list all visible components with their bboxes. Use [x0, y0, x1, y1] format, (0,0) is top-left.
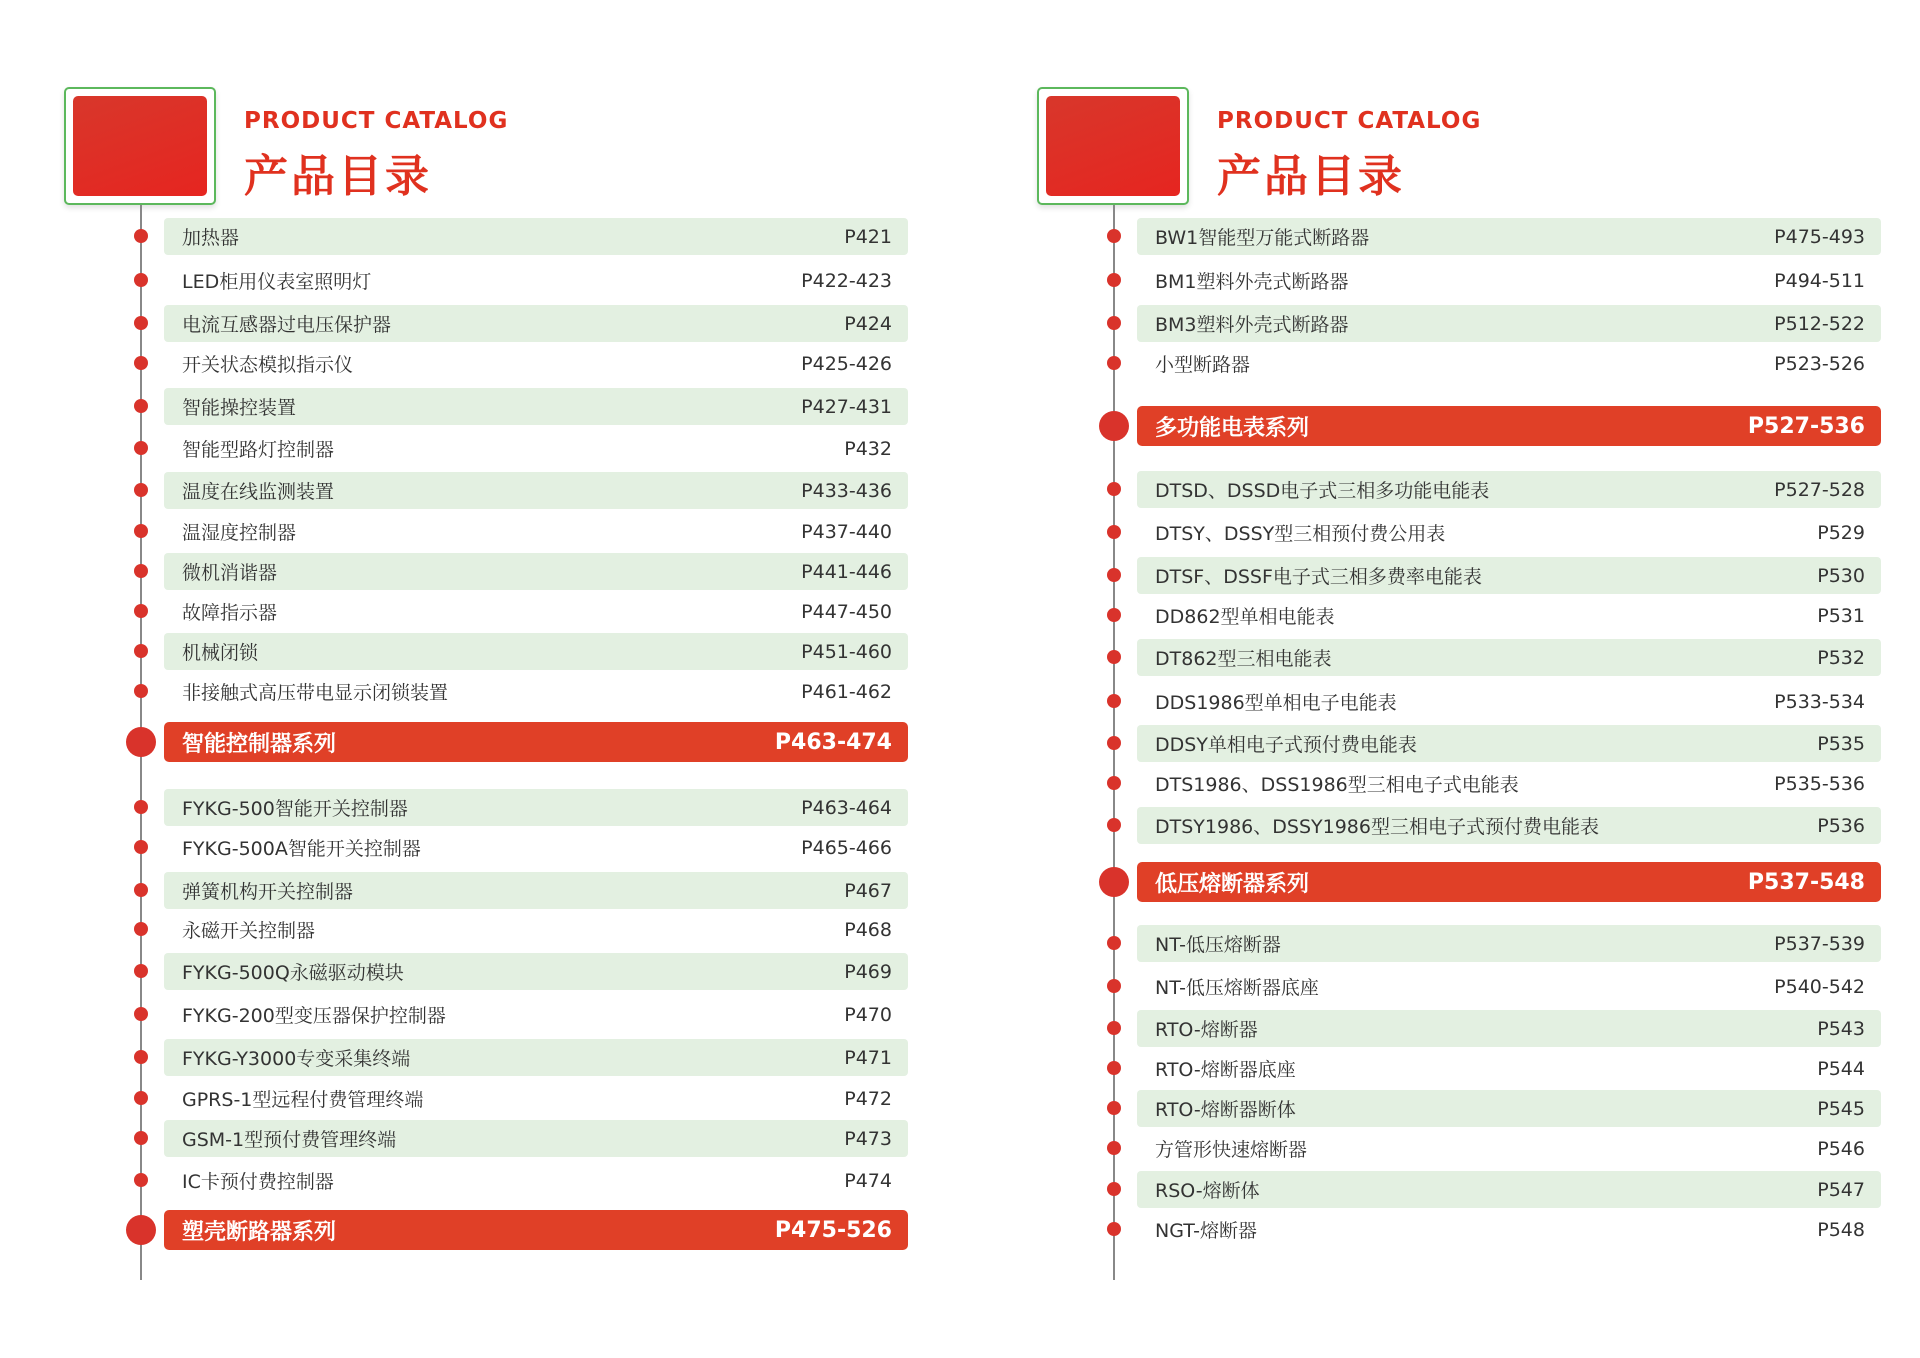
bullet-dot-icon	[1107, 356, 1121, 370]
item-name: 方管形快速熔断器	[1155, 1139, 1308, 1161]
catalog-item[interactable]	[164, 305, 908, 342]
item-page-number: P475-526	[774, 1217, 892, 1243]
item-page-number: P451-460	[801, 640, 892, 663]
item-page-number: P527-536	[1747, 413, 1865, 439]
item-page-number: P447-450	[801, 600, 892, 623]
item-name: 永磁开关控制器	[182, 920, 316, 942]
catalog-logo-block	[1037, 87, 1189, 205]
bullet-dot-icon	[1107, 776, 1121, 790]
bullet-dot-icon	[1107, 608, 1121, 622]
item-page-number: P425-426	[801, 352, 892, 375]
item-page-number: P543	[1817, 1017, 1865, 1040]
bullet-dot-icon	[1107, 650, 1121, 664]
item-name: NT-低压熔断器底座	[1155, 977, 1319, 999]
catalog-item[interactable]	[164, 1120, 908, 1157]
item-page-number: P529	[1817, 521, 1865, 544]
catalog-item[interactable]	[164, 388, 908, 425]
bullet-dot-icon	[134, 1007, 148, 1021]
item-page-number: P475-493	[1774, 225, 1865, 248]
bullet-dot-icon	[134, 483, 148, 497]
catalog-column-left	[62, 0, 982, 1358]
item-name: IC卡预付费控制器	[182, 1171, 334, 1193]
bullet-dot-icon	[1107, 482, 1121, 496]
item-page-number: P533-534	[1774, 690, 1865, 713]
catalog-item[interactable]	[1137, 807, 1881, 844]
item-page-number: P421	[844, 225, 892, 248]
item-page-number: P437-440	[801, 520, 892, 543]
catalog-item[interactable]	[164, 262, 908, 299]
bullet-dot-icon	[1107, 525, 1121, 539]
section-dot-icon	[126, 1215, 156, 1245]
bullet-dot-icon	[1107, 818, 1121, 832]
item-page-number: P463-474	[774, 729, 892, 755]
item-page-number: P544	[1817, 1057, 1865, 1080]
item-page-number: P433-436	[801, 479, 892, 502]
item-name: FYKG-500Q永磁驱动模块	[182, 962, 404, 984]
item-page-number: P472	[844, 1087, 892, 1110]
bullet-dot-icon	[134, 564, 148, 578]
item-name: NGT-熔断器	[1155, 1220, 1257, 1242]
catalog-section-header[interactable]	[164, 722, 908, 762]
catalog-item[interactable]	[1137, 262, 1881, 299]
catalog-item[interactable]	[164, 218, 908, 255]
catalog-item[interactable]	[164, 1162, 908, 1199]
bullet-dot-icon	[134, 800, 148, 814]
item-name: FYKG-500A智能开关控制器	[182, 838, 421, 860]
bullet-dot-icon	[134, 922, 148, 936]
catalog-item[interactable]	[164, 593, 908, 630]
catalog-item[interactable]	[164, 789, 908, 826]
item-name: 温湿度控制器	[182, 522, 297, 544]
bullet-dot-icon	[134, 316, 148, 330]
item-page-number: P532	[1817, 646, 1865, 669]
item-page-number: P512-522	[1774, 312, 1865, 335]
item-name: DTSY、DSSY型三相预付费公用表	[1155, 523, 1446, 545]
catalog-item[interactable]	[164, 911, 908, 948]
item-name: 故障指示器	[182, 602, 278, 624]
item-name: 小型断路器	[1155, 354, 1251, 376]
item-name: DT862型三相电能表	[1155, 648, 1332, 670]
bullet-dot-icon	[134, 441, 148, 455]
bullet-dot-icon	[1107, 1061, 1121, 1075]
catalog-item[interactable]	[1137, 305, 1881, 342]
item-name: 机械闭锁	[182, 642, 259, 664]
item-name: DTSD、DSSD电子式三相多功能电能表	[1155, 480, 1490, 502]
bullet-dot-icon	[134, 644, 148, 658]
item-name: DTSY1986、DSSY1986型三相电子式预付费电能表	[1155, 816, 1599, 838]
item-name: BM1塑料外壳式断路器	[1155, 271, 1349, 293]
catalog-item[interactable]	[1137, 968, 1881, 1005]
catalog-column-right	[1035, 0, 1920, 1358]
item-name: 智能型路灯控制器	[182, 439, 335, 461]
item-name: 微机消谐器	[182, 562, 278, 584]
bullet-dot-icon	[134, 356, 148, 370]
bullet-dot-icon	[1107, 568, 1121, 582]
bullet-dot-icon	[1107, 694, 1121, 708]
item-name: BW1智能型万能式断路器	[1155, 227, 1370, 249]
item-name: DDS1986型单相电子电能表	[1155, 692, 1397, 714]
catalog-section-header[interactable]	[1137, 406, 1881, 446]
bullet-dot-icon	[1107, 273, 1121, 287]
catalog-title-zh: 产品目录	[244, 151, 432, 202]
catalog-item[interactable]	[164, 1039, 908, 1076]
bullet-dot-icon	[134, 684, 148, 698]
catalog-item[interactable]	[1137, 557, 1881, 594]
catalog-item[interactable]	[1137, 345, 1881, 382]
bullet-dot-icon	[134, 1050, 148, 1064]
catalog-item[interactable]	[1137, 514, 1881, 551]
catalog-item[interactable]	[1137, 1050, 1881, 1087]
item-name: DD862型单相电能表	[1155, 606, 1335, 628]
item-page-number: P471	[844, 1046, 892, 1069]
catalog-item[interactable]	[1137, 765, 1881, 802]
item-page-number: P523-526	[1774, 352, 1865, 375]
item-name: 智能控制器系列	[182, 731, 337, 757]
bullet-dot-icon	[134, 1131, 148, 1145]
item-name: 开关状态模拟指示仪	[182, 354, 354, 376]
item-name: 低压熔断器系列	[1155, 871, 1310, 897]
catalog-item[interactable]	[1137, 1171, 1881, 1208]
item-page-number: P546	[1817, 1137, 1865, 1160]
item-name: LED柜用仪表室照明灯	[182, 271, 372, 293]
item-page-number: P461-462	[801, 680, 892, 703]
catalog-item[interactable]	[164, 829, 908, 866]
catalog-item[interactable]	[1137, 1010, 1881, 1047]
catalog-item[interactable]	[164, 553, 908, 590]
bullet-dot-icon	[1107, 1182, 1121, 1196]
item-page-number: P494-511	[1774, 269, 1865, 292]
item-page-number: P531	[1817, 604, 1865, 627]
section-dot-icon	[1099, 867, 1129, 897]
catalog-section-header[interactable]	[164, 1210, 908, 1250]
catalog-item[interactable]	[1137, 1090, 1881, 1127]
bullet-dot-icon	[134, 399, 148, 413]
item-page-number: P427-431	[801, 395, 892, 418]
item-page-number: P535	[1817, 732, 1865, 755]
catalog-title-en: PRODUCT CATALOG	[1217, 108, 1482, 134]
item-page-number: P422-423	[801, 269, 892, 292]
item-name: BM3塑料外壳式断路器	[1155, 314, 1349, 336]
item-page-number: P432	[844, 437, 892, 460]
catalog-item[interactable]	[164, 472, 908, 509]
item-name: RSO-熔断体	[1155, 1180, 1260, 1202]
catalog-item[interactable]	[1137, 925, 1881, 962]
item-name: 加热器	[182, 227, 240, 249]
item-name: FYKG-Y3000专变采集终端	[182, 1048, 411, 1070]
item-name: GSM-1型预付费管理终端	[182, 1129, 397, 1151]
item-name: 非接触式高压带电显示闭锁装置	[182, 682, 449, 704]
item-name: 电流互感器过电压保护器	[182, 314, 392, 336]
item-name: DTS1986、DSS1986型三相电子式电能表	[1155, 774, 1519, 796]
bullet-dot-icon	[134, 840, 148, 854]
item-page-number: P469	[844, 960, 892, 983]
catalog-item[interactable]	[1137, 725, 1881, 762]
catalog-item[interactable]	[164, 953, 908, 990]
catalog-item[interactable]	[164, 633, 908, 670]
item-name: GPRS-1型远程付费管理终端	[182, 1089, 424, 1111]
item-page-number: P465-466	[801, 836, 892, 859]
catalog-item[interactable]	[1137, 597, 1881, 634]
item-name: 多功能电表系列	[1155, 415, 1310, 441]
red-square-icon	[1046, 96, 1180, 196]
catalog-item[interactable]	[164, 430, 908, 467]
catalog-item[interactable]	[1137, 1130, 1881, 1167]
catalog-item[interactable]	[164, 345, 908, 382]
item-name: RTO-熔断器底座	[1155, 1059, 1296, 1081]
item-page-number: P545	[1817, 1097, 1865, 1120]
item-name: NT-低压熔断器	[1155, 934, 1281, 956]
bullet-dot-icon	[1107, 1222, 1121, 1236]
item-name: DTSF、DSSF电子式三相多费率电能表	[1155, 566, 1482, 588]
bullet-dot-icon	[1107, 736, 1121, 750]
bullet-dot-icon	[1107, 1101, 1121, 1115]
bullet-dot-icon	[134, 1173, 148, 1187]
item-page-number: P468	[844, 918, 892, 941]
catalog-item[interactable]	[164, 513, 908, 550]
item-page-number: P537-539	[1774, 932, 1865, 955]
catalog-title-zh: 产品目录	[1217, 151, 1405, 202]
catalog-item[interactable]	[164, 996, 908, 1033]
bullet-dot-icon	[134, 883, 148, 897]
bullet-dot-icon	[1107, 316, 1121, 330]
item-name: DDSY单相电子式预付费电能表	[1155, 734, 1417, 756]
item-name: 塑壳断路器系列	[182, 1219, 337, 1245]
bullet-dot-icon	[134, 273, 148, 287]
red-square-icon	[73, 96, 207, 196]
catalog-item[interactable]	[164, 1080, 908, 1117]
item-page-number: P467	[844, 879, 892, 902]
catalog-item[interactable]	[164, 872, 908, 909]
item-page-number: P470	[844, 1003, 892, 1026]
item-page-number: P424	[844, 312, 892, 335]
catalog-logo-block	[64, 87, 216, 205]
item-page-number: P535-536	[1774, 772, 1865, 795]
bullet-dot-icon	[1107, 1021, 1121, 1035]
item-page-number: P547	[1817, 1178, 1865, 1201]
bullet-dot-icon	[1107, 936, 1121, 950]
item-name: RTO-熔断器	[1155, 1019, 1258, 1041]
item-page-number: P540-542	[1774, 975, 1865, 998]
bullet-dot-icon	[134, 229, 148, 243]
item-page-number: P463-464	[801, 796, 892, 819]
bullet-dot-icon	[1107, 229, 1121, 243]
item-name: FYKG-200型变压器保护控制器	[182, 1005, 446, 1027]
catalog-item[interactable]	[1137, 639, 1881, 676]
item-page-number: P537-548	[1747, 869, 1865, 895]
item-page-number: P548	[1817, 1218, 1865, 1241]
catalog-item[interactable]	[1137, 471, 1881, 508]
item-page-number: P530	[1817, 564, 1865, 587]
item-name: 智能操控装置	[182, 397, 297, 419]
catalog-section-header[interactable]	[1137, 862, 1881, 902]
catalog-title-en: PRODUCT CATALOG	[244, 108, 509, 134]
catalog-item[interactable]	[164, 673, 908, 710]
item-page-number: P474	[844, 1169, 892, 1192]
item-page-number: P473	[844, 1127, 892, 1150]
item-page-number: P536	[1817, 814, 1865, 837]
item-name: 温度在线监测装置	[182, 481, 335, 503]
item-page-number: P441-446	[801, 560, 892, 583]
item-name: 弹簧机构开关控制器	[182, 881, 354, 903]
section-dot-icon	[1099, 411, 1129, 441]
item-name: FYKG-500智能开关控制器	[182, 798, 408, 820]
bullet-dot-icon	[134, 964, 148, 978]
item-name: RTO-熔断器断体	[1155, 1099, 1296, 1121]
catalog-item[interactable]	[1137, 1211, 1881, 1248]
bullet-dot-icon	[134, 524, 148, 538]
catalog-item[interactable]	[1137, 683, 1881, 720]
bullet-dot-icon	[1107, 1141, 1121, 1155]
bullet-dot-icon	[134, 604, 148, 618]
bullet-dot-icon	[1107, 979, 1121, 993]
catalog-item[interactable]	[1137, 218, 1881, 255]
bullet-dot-icon	[134, 1091, 148, 1105]
section-dot-icon	[126, 727, 156, 757]
item-page-number: P527-528	[1774, 478, 1865, 501]
